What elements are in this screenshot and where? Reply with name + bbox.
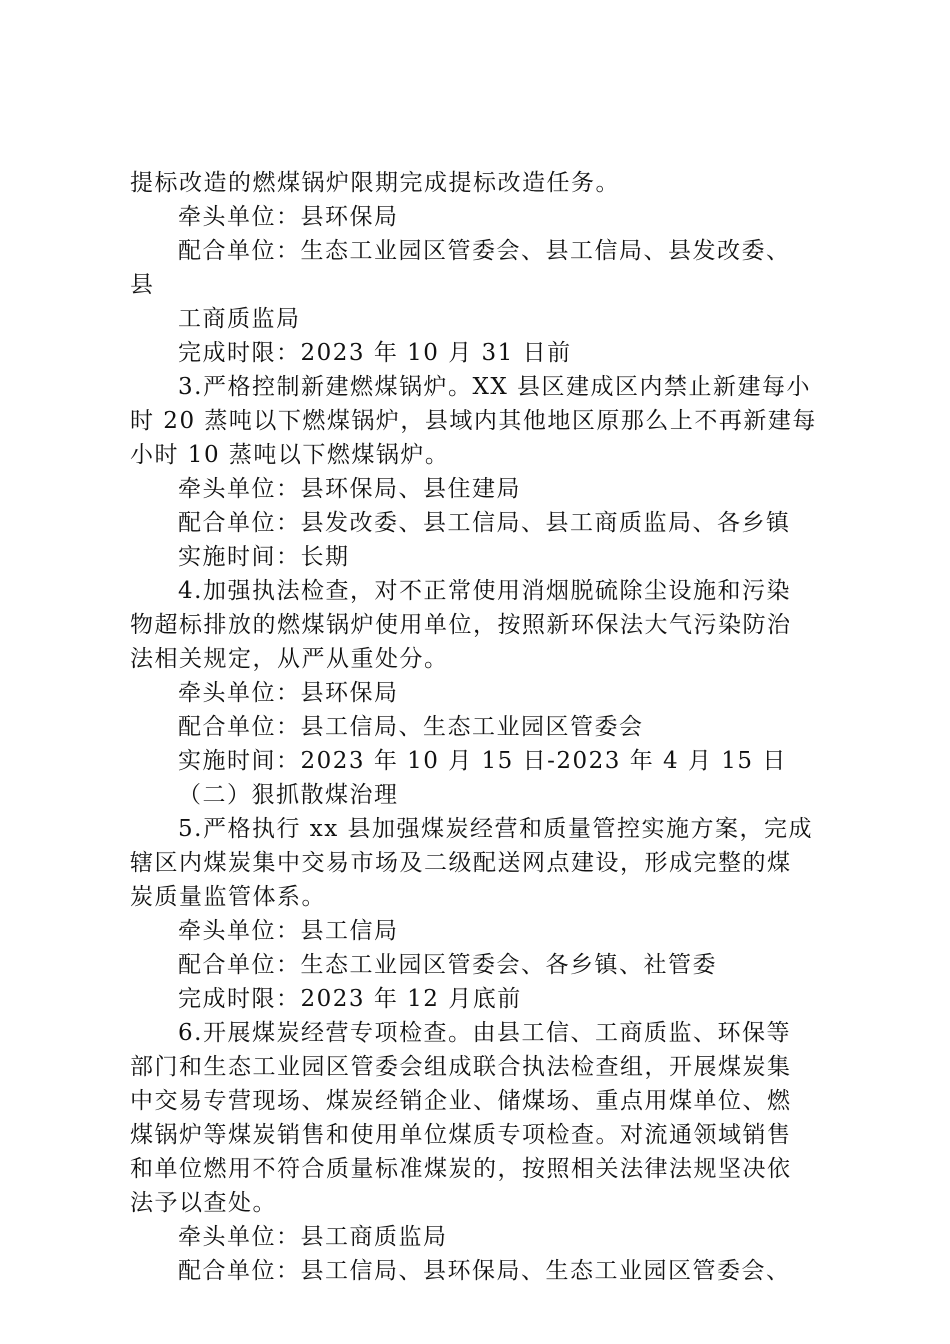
text-line: 牵头单位：县工信局 — [178, 918, 399, 944]
text-line: 物超标排放的燃煤锅炉使用单位，按照新环保法大气污染防治 — [130, 612, 792, 638]
text-line: 煤锅炉等煤炭销售和使用单位煤质专项检查。对流通领域销售 — [130, 1122, 792, 1148]
text-line: 完成时限：2023 年 12 月底前 — [178, 986, 522, 1012]
text-line: 配合单位：县发改委、县工信局、县工商质监局、各乡镇 — [178, 510, 791, 536]
text-line: 配合单位：生态工业园区管委会、各乡镇、社管委 — [178, 952, 717, 978]
text-line: 实施时间：2023 年 10 月 15 日-2023 年 4 月 15 日 — [178, 748, 787, 774]
text-line: 县 — [130, 272, 155, 298]
text-line: 提标改造的燃煤锅炉限期完成提标改造任务。 — [130, 170, 620, 196]
text-line: 时 20 蒸吨以下燃煤锅炉，县域内其他地区原那么上不再新建每 — [130, 408, 817, 434]
text-line: 牵头单位：县工商质监局 — [178, 1224, 448, 1250]
text-line: （二）狠抓散煤治理 — [178, 782, 399, 808]
text-line: 法相关规定，从严从重处分。 — [130, 646, 449, 672]
text-line: 部门和生态工业园区管委会组成联合执法检查组，开展煤炭集 — [130, 1054, 792, 1080]
text-line: 6.开展煤炭经营专项检查。由县工信、工商质监、环保等 — [178, 1020, 791, 1046]
text-line: 炭质量监管体系。 — [130, 884, 326, 910]
text-line: 配合单位：生态工业园区管委会、县工信局、县发改委、 — [178, 238, 791, 264]
text-line: 中交易专营现场、煤炭经销企业、储煤场、重点用煤单位、燃 — [130, 1088, 792, 1114]
text-line: 3.严格控制新建燃煤锅炉。XX 县区建成区内禁止新建每小 — [178, 374, 812, 400]
text-line: 4.加强执法检查，对不正常使用消烟脱硫除尘设施和污染 — [178, 578, 791, 604]
text-line: 工商质监局 — [178, 306, 301, 332]
document-page — [130, 166, 830, 1288]
document-body — [130, 166, 830, 1288]
text-line: 配合单位：县工信局、生态工业园区管委会 — [178, 714, 644, 740]
text-line: 辖区内煤炭集中交易市场及二级配送网点建设，形成完整的煤 — [130, 850, 792, 876]
text-line: 牵头单位：县环保局、县住建局 — [178, 476, 521, 502]
text-line: 配合单位：县工信局、县环保局、生态工业园区管委会、 — [178, 1258, 791, 1284]
text-line: 完成时限：2023 年 10 月 31 日前 — [178, 340, 572, 366]
text-line: 小时 10 蒸吨以下燃煤锅炉。 — [130, 442, 450, 468]
text-line: 法予以查处。 — [130, 1190, 277, 1216]
text-line: 实施时间：长期 — [178, 544, 350, 570]
text-line: 5.严格执行 xx 县加强煤炭经营和质量管控实施方案，完成 — [178, 816, 814, 842]
text-line: 牵头单位：县环保局 — [178, 680, 399, 706]
text-line: 和单位燃用不符合质量标准煤炭的，按照相关法律法规坚决依 — [130, 1156, 792, 1182]
text-line: 牵头单位：县环保局 — [178, 204, 399, 230]
